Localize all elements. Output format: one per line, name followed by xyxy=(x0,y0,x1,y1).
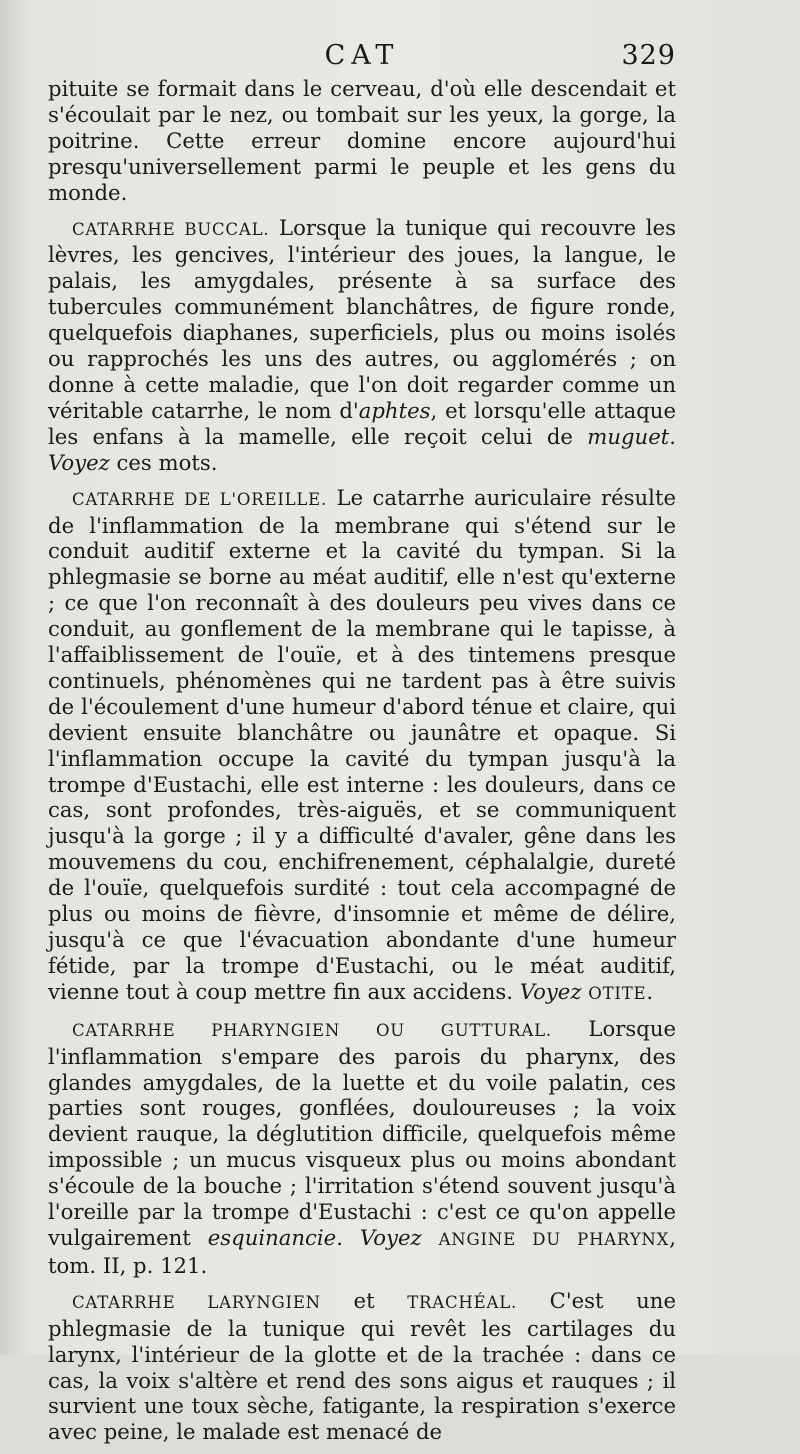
entry-text: Lorsque la tunique qui recouvre les lèvres, les gencives, l'intérieur des joues, la langue, le palais, les amygdales, présente à sa surface des tubercules communément blanchâtres, de figure ronde, quelquefois diaphanes, superficiels, plus ou moins isolés ou rapprochés les uns des autres, ou agglomérés ; on donne à cette maladie, que l'on doit regarder comme un véritable catarrhe, le nom d' xyxy=(48,214,676,423)
entry-heading-secondary: TRACHÉAL. xyxy=(407,1292,518,1312)
entry-catarrhe-buccal xyxy=(48,215,676,476)
entry-text: , et lorsqu'elle attaque les enfans à la mamelle, elle reçoit celui de xyxy=(48,397,676,449)
entry-heading: CATARRHE LARYNGIEN xyxy=(72,1292,321,1312)
entry-heading: CATARRHE PHARYNGIEN OU GUTTURAL. xyxy=(72,1020,552,1040)
entry-text: , tom. II, p. 121. xyxy=(48,1224,676,1278)
entry-italic: aphtes xyxy=(358,397,431,423)
entry-heading: CATARRHE BUCCAL. xyxy=(72,219,270,239)
cross-reference-target: OTITE xyxy=(588,983,647,1003)
entry-catarrhe-laryngien xyxy=(48,1288,676,1445)
entry-catarrhe-oreille xyxy=(48,485,676,1007)
cross-reference-voyez: Voyez xyxy=(359,1224,422,1250)
entry-text xyxy=(422,1225,439,1250)
entry-italic: muguet xyxy=(587,423,670,449)
cross-reference-target: ANGINE DU PHARYNX xyxy=(438,1229,670,1249)
page-body xyxy=(48,76,676,1454)
entry-text: et xyxy=(320,1287,408,1313)
entry-text: . xyxy=(646,978,654,1004)
entry-italic: esquinancie xyxy=(207,1224,337,1250)
entry-text: . xyxy=(336,1224,360,1250)
entry-text: . xyxy=(669,423,676,449)
cross-reference-voyez: Voyez xyxy=(519,978,582,1004)
entry-text: ces mots. xyxy=(109,449,218,475)
entry-text: C'est une phlegmasie de la tunique qui revêt les cartilages du larynx, l'intérieur de la glotte et de la trachée : dans ce cas, la voix s'altère et rend des sons aigus et rauques ; il survient une toux sèche, fatigante, la respiration s'exerce avec peine, le malade est menacé de xyxy=(48,1287,676,1445)
paragraph-text: pituite se formait dans le cerveau, d'où elle descendait et s'écoulait par le nez, ou tombait sur les yeux, la gorge, la poitrine. Cette erreur domine encore aujourd'hui presqu'universellement parmi le peuple et les gens du monde. xyxy=(48,76,676,205)
running-title: CAT xyxy=(324,40,400,71)
page-number: 329 xyxy=(621,40,676,71)
entry-catarrhe-pharyngien xyxy=(48,1016,676,1279)
paragraph-continuation xyxy=(48,76,676,206)
page-header xyxy=(48,40,676,80)
entry-heading: CATARRHE DE L'OREILLE. xyxy=(72,489,328,509)
entry-text: Lorsque l'inflammation s'empare des parois du pharynx, des glandes amygdales, de la luette et du voile palatin, ces parties sont rouges, gonflées, douloureuses ; la voix devient rauque, la déglutition difficile, quelquefois même impossible ; un mucus visqueux plus ou moins abondant s'écoule de la bouche ; l'irritation s'étend souvent jusqu'à l'oreille par la trompe d'Eustachi : c'est ce qu'on appelle vulgairement xyxy=(48,1015,677,1250)
entry-text: Le catarrhe auriculaire résulte de l'inflammation de la membrane qui s'étend sur le conduit auditif externe et la cavité du tympan. Si la phlegmasie se borne au méat auditif, elle n'est qu'externe ; ce que l'on reconnaît à des douleurs peu vives dans ce conduit, au gonflement de la membrane qui le tapisse, à l'affaiblissement de l'ouïe, et à des tintemens presque continuels, phénomènes qui ne tardent pas à être suivis de l'écoulement d'une humeur d'abord ténue et claire, qui devient ensuite blanchâtre ou jaunâtre et opaque. Si l'inflammation occupe la cavité du tympan jusqu'à la trompe d'Eustachi, elle est interne : les douleurs, dans ce cas, sont profondes, très-aiguës, et se communiquent jusqu'à la gorge ; il y a difficulté d'avaler, gêne dans les mouvemens du cou, enchifrenement, céphalalgie, dureté de l'ouïe, quelquefois surdité : tout cela accompagné de plus ou moins de fièvre, d'insomnie et même de délire, jusqu'à ce que l'évacuation abondante d'une humeur fétide, par la trompe d'Eustachi, ou le méat auditif, vienne tout à coup mettre fin aux accidens. xyxy=(48,484,676,1004)
cross-reference-voyez: Voyez xyxy=(48,449,110,475)
